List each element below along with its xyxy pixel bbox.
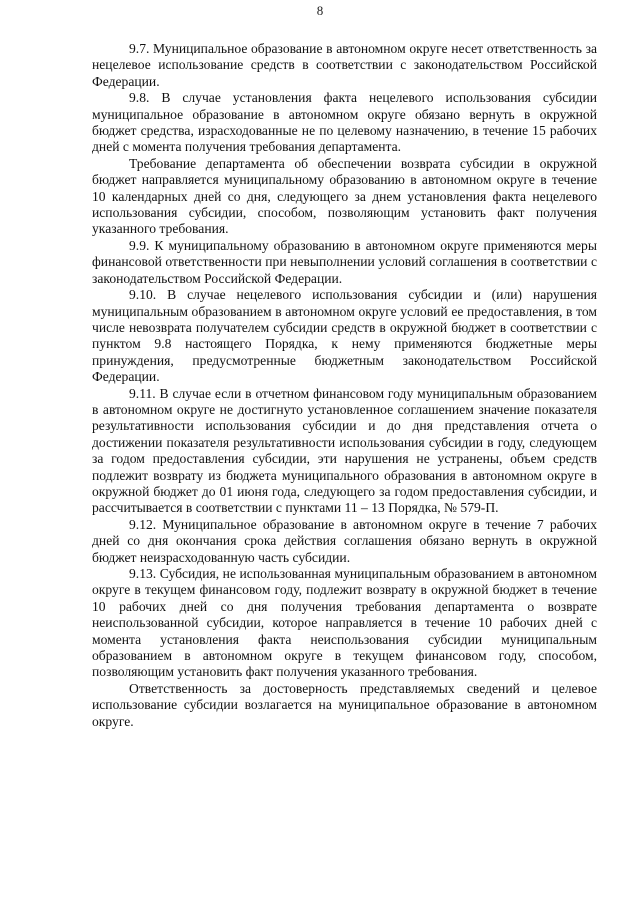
- paragraph-9-13: 9.13. Субсидия, не использованная муниципальным образованием в автономном округе в текущем финансовом году, подлежит возврату в окружной бюджет в течение 10 рабочих дней со дня получения требования департамента о возврате неиспользованной субсидии, которое направляется в течение 10 рабочих дней с момента установления факта неиспользования субсидии муниципальным образованием в автономном округе в текущем финансовом году, способом, позволяющим установить факт получения указанного требования.: [92, 566, 597, 680]
- paragraph-9-10: 9.10. В случае нецелевого использования субсидии и (или) нарушения муниципальным образованием в автономном округе условий ее предоставления, в том числе невозврата получателем субсидии средств в окружной бюджет в соответствии с пунктом 9.8 настоящего Порядка, к нему применяются бюджетные меры принуждения, предусмотренные бюджетным законодательством Российской Федерации.: [92, 287, 597, 385]
- paragraph-9-8: 9.8. В случае установления факта нецелевого использования субсидии муниципальное образование в автономном округе обязано вернуть в окружной бюджет средства, израсходованные не по целевому назначению, в течение 15 рабочих дней с момента получения требования департамента.: [92, 90, 597, 155]
- paragraph-refund-requirement: Требование департамента об обеспечении возврата субсидии в окружной бюджет направляется муниципальному образованию в автономном округе в течение 10 календарных дней со дня, следующего за днем установления факта нецелевого использования субсидии, способом, позволяющим установить факт получения указанного требования.: [92, 155, 597, 237]
- paragraph-9-11: 9.11. В случае если в отчетном финансовом году муниципальным образованием в автономном округе не достигнуто установленное соглашением значение показателя результативности использования субсидии и до дня представления отчета о достижении показателя результативности использования субсидии в году, следующем за годом предоставления субсидии, эти нарушения не устранены, объем средств подлежит возврату из бюджета муниципального образования в автономном округе в окружной бюджет до 01 июня года, следующего за годом предоставления субсидии, и рассчитывается в соответствии с пунктами 11 – 13 Порядка, № 579-П.: [92, 385, 597, 516]
- paragraph-9-12: 9.12. Муниципальное образование в автономном округе в течение 7 рабочих дней со дня окончания срока действия соглашения обязано вернуть в окружной бюджет неизрасходованную часть субсидии.: [92, 516, 597, 565]
- paragraph-responsibility: Ответственность за достоверность представляемых сведений и целевое использование субсидии возлагается на муниципальное образование в автономном округе.: [92, 680, 597, 729]
- paragraph-9-7: 9.7. Муниципальное образование в автономном округе несет ответственность за нецелевое использование средств в соответствии с законодательством Российской Федерации.: [92, 41, 597, 89]
- paragraph-9-9: 9.9. К муниципальному образованию в автономном округе применяются меры финансовой ответственности при невыполнении условий соглашения в соответствии с законодательством Российской Федерации.: [92, 237, 597, 286]
- document-body: [92, 41, 597, 730]
- page-number: 8: [316, 3, 324, 18]
